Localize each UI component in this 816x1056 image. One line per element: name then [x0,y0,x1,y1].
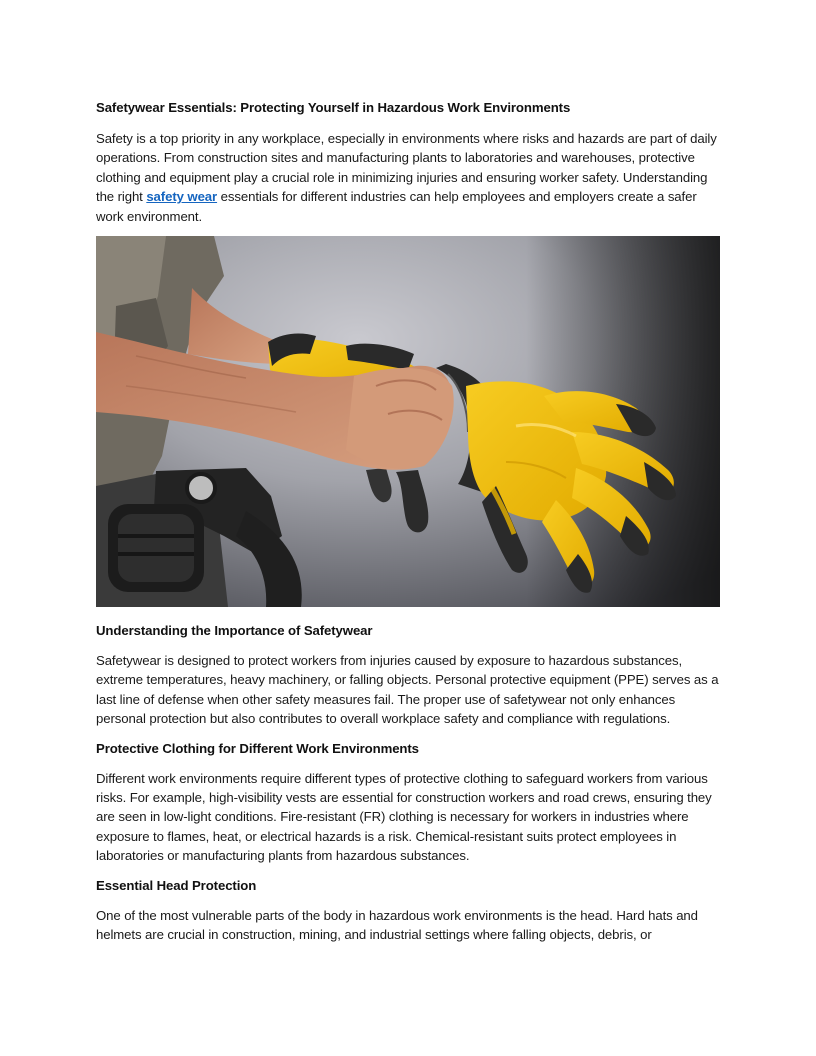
section-text-head-protection: One of the most vulnerable parts of the body in hazardous work environments is the head. Hard hats and helmets are crucial in construction, mining, and industrial settings where falling objects, debris, or [96,907,698,943]
gloves-photo [96,236,720,607]
safety-wear-link[interactable]: safety wear [146,189,218,205]
section-text-importance: Safetywear is designed to protect workers from injuries caused by exposure to hazardous substances, extreme temperatures, heavy machinery, or falling objects. Personal protective equipment (PPE) serves as a last line of defense when other safety measures fail. The proper use of safetywear not only enhances personal protection but also contributes to overall workplace safety and compliance with regulations. [96,653,719,727]
section-text-protective-clothing: Different work environments require different types of protective clothing to safeguard workers from various risks. For example, high-visibility vests are essential for construction workers and road crews, ensuring they are seen in low-light conditions. Fire-resistant (FR) clothing is necessary for workers in industries where exposure to flames, heat, or electrical hazards is a risk. Chemical-resistant suits protect employees in laboratories or manufacturing plants from hazardous substances. [96,770,712,864]
intro-text-start: Safety is a top priority in any workplace, especially in environments where risks and hazards are part of daily operations. From construction sites and manufacturing plants to laboratories and warehouses, protective clothing and equipment play a crucial role in minimizing injuries and ensuring worker safety. Understanding the right [96,131,717,205]
intro-text-end: essentials for different industries can help employees and employers create a safer work environment. [96,189,697,224]
section-heading-importance: Understanding the Importance of Safetywear [96,623,373,639]
intro-paragraph [96,129,720,226]
document-page [96,98,720,955]
article-title: Safetywear Essentials: Protecting Yourself in Hazardous Work Environments [96,100,571,115]
section-heading-head-protection: Essential Head Protection [96,877,257,893]
section-heading-protective-clothing: Protective Clothing for Different Work Environments [96,740,419,756]
